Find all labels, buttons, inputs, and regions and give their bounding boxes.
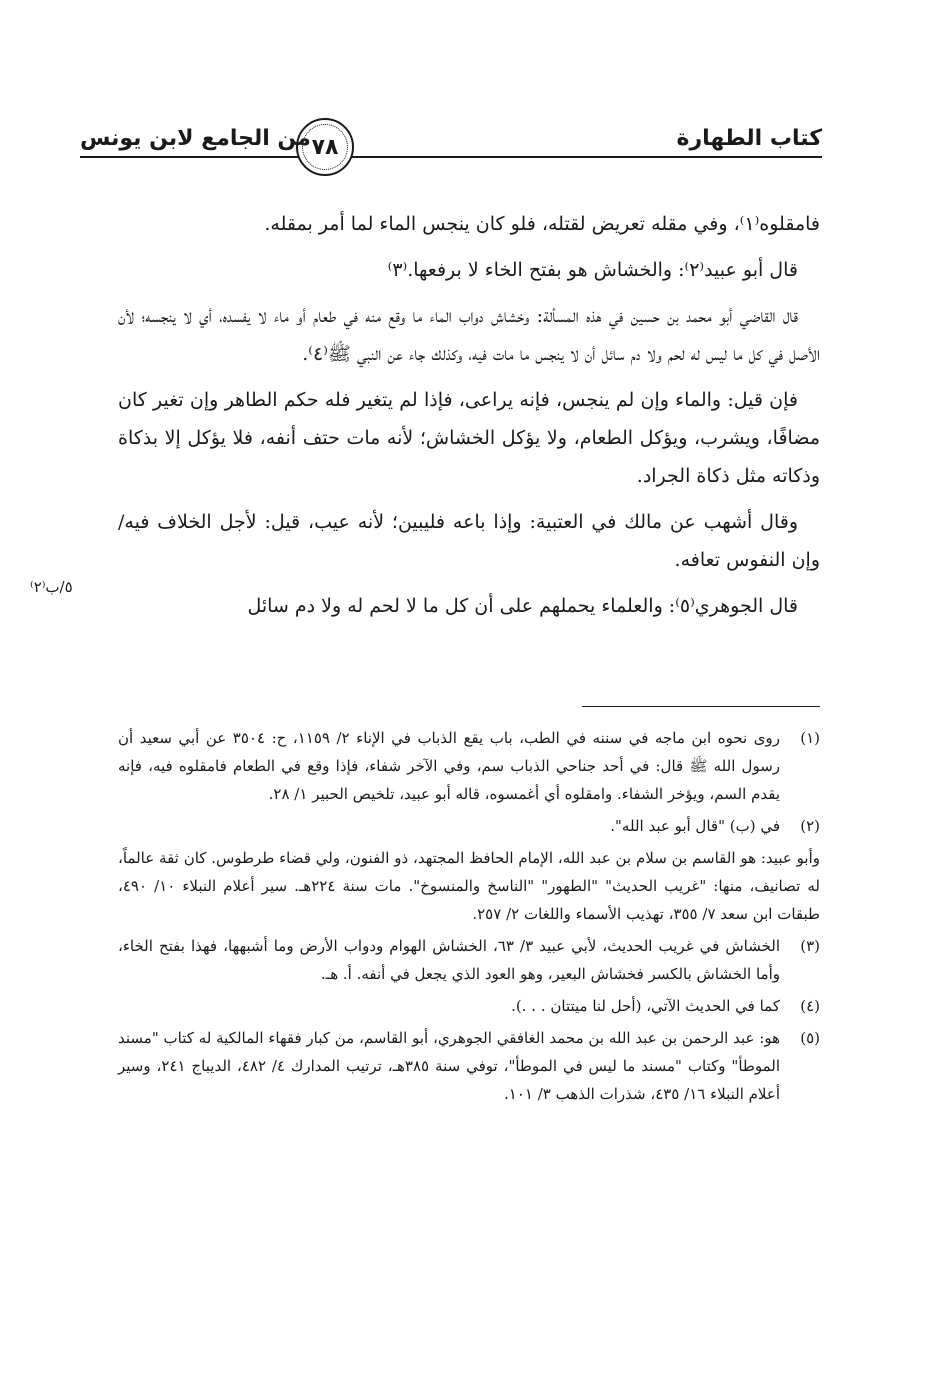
paragraph: قال القاضي أبو محمد بن حسين في هذه المسألة: وخشاش دواب الماء ما وقع منه في طعام أو ماء لا يفسده، أي لا ينجسه؛ لأن الأصل في كل ما ليس له لحم ولا دم سائل أن لا ينجس ما مات فيه، وكذلك جاء عن النبي ﷺ⁽٤⁾. [118,305,820,365]
paragraph: فامقلوه⁽١⁾، وفي مقله تعريض لقتله، فلو كان ينجس الماء لما أمر بمقله. [264,213,820,235]
footnote [118,932,820,988]
footnote-text: كما في الحديث الآتي، (أحل لنا ميتتان . . .). [511,997,780,1015]
footnote [118,724,820,808]
footnote-number: (٥) [800,1029,820,1047]
footnote-number: (٤) [800,997,820,1015]
footnote-text: هو: عبد الرحمن بن عبد الله بن محمد الغافقي الجوهري، أبو القاسم، من كبار فقهاء المالكية له كتاب "مسند الموطأ" وكتاب "مسند ما ليس في الموطأ"، توفي سنة ٣٨٥هـ، ترتيب المدارك ٤/ ٤٨٢، الديباج ٢٤١، وسير أعلام النبلاء ١٦/ ٤٣٥، شذرات الذهب ٣/ ١٠١. [118,1029,780,1103]
manuscript-folio-note: ٥/ب⁽٢⁾ [30,578,73,596]
footnote-number: (٣) [800,937,820,955]
footnote-number: (١) [800,729,820,747]
footnote-text: في (ب) "قال أبو عبد الله". [610,817,780,835]
page-number: ٧٨ [311,134,339,160]
footnote-number: (٢) [800,817,820,835]
paragraph: وقال أشهب عن مالك في العتبية: وإذا باعه فليبين؛ لأنه عيب، قيل: لأجل الخلاف فيه/ وإن النفوس تعافه. [118,511,820,571]
footnote-divider [582,706,820,707]
paragraph: قال أبو عبيد⁽٢⁾: والخشاش هو بفتح الخاء لا برفعها.⁽٣⁾ [387,259,798,281]
footnote [118,992,820,1020]
footnote [118,812,820,840]
footnote [118,1024,820,1108]
page-header [80,118,822,178]
book-title: من الجامع لابن يونس [80,126,311,151]
main-text [118,205,820,633]
footnotes [118,724,820,1112]
paragraph: فإن قيل: والماء وإن لم ينجس، فإنه يراعى، فإذا لم يتغير فله حكم الطاهر وإن تغير كان مضافًا، ويشرب، ويؤكل الطعام، ولا يؤكل الخشاش؛ لأنه مات حتف أنفه، فلا يؤكل إلا بذكاة وذكاته مثل ذكاة الجراد. [118,389,820,487]
footnote-text: روى نحوه ابن ماجه في سننه في الطب، باب يقع الذباب في الإناء ٢/ ١١٥٩، ح: ٣٥٠٤ عن أبي سعيد أن رسول الله ﷺ قال: في أحد جناحي الذباب سم، وفي الآخر شفاء، فإذا وقع في الطعام فامقلوه فيه، فإنه يقدم السم، ويؤخر الشفاء. وامقلوه أي أغمسوه، قاله أبو عبيد، تلخيص الحبير ١/ ٢٨. [118,729,780,803]
footnote-continuation: وأبو عبيد: هو القاسم بن سلام بن عبد الله، الإمام الحافظ المجتهد، ذو الفنون، ولي قضاء طرطوس. كان ثقة عالماً، له تصانيف، منها: "غريب الحديث" "الطهور" "الناسخ والمنسوخ". مات سنة ٢٢٤هـ. سير أعلام النبلاء ١٠/ ٤٩٠، طبقات ابن سعد ٧/ ٣٥٥، تهذيب الأسماء واللغات ٢/ ٢٥٧. [118,849,820,923]
book-chapter-title: كتاب الطهارة [676,126,822,151]
paragraph: قال الجوهري⁽٥⁾: والعلماء يحملهم على أن كل ما لا لحم له ولا دم سائل [247,595,798,617]
header-rule [80,156,822,158]
footnote-text: الخشاش في غريب الحديث، لأبي عبيد ٣/ ٦٣، الخشاش الهوام ودواب الأرض وما أشبهها، فهذا بفتح الخاء، وأما الخشاش بالكسر فخشاش البعير، وهو العود الذي يجعل في أنفه. أ. هـ. [118,937,781,983]
